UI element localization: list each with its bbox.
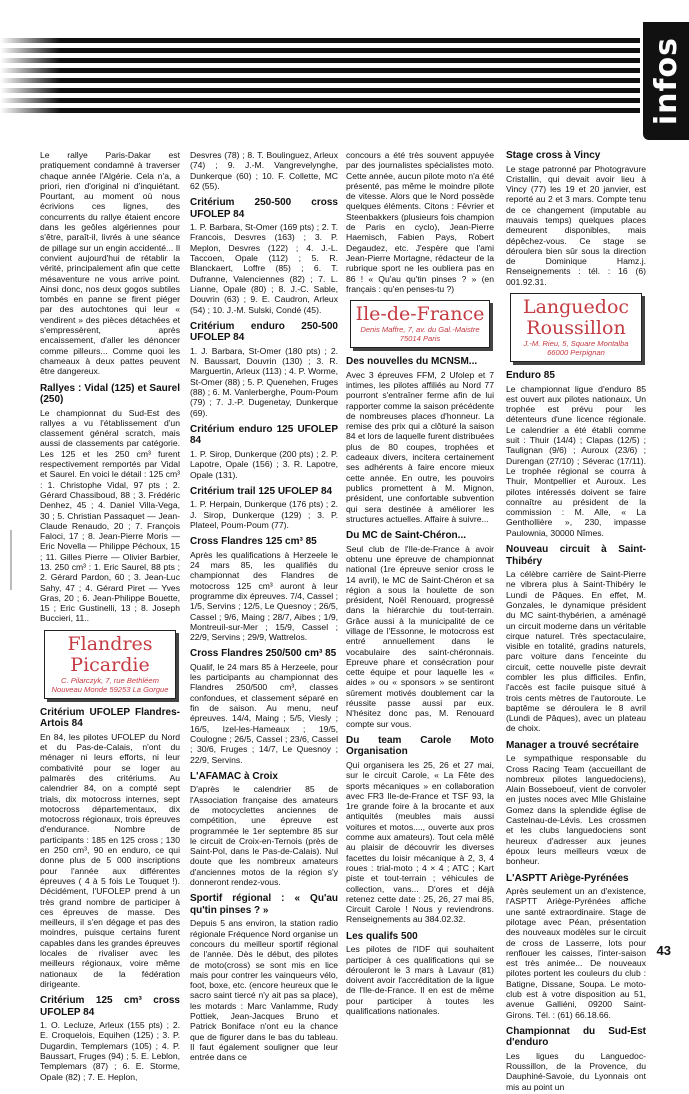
column-1 <box>40 150 180 1084</box>
header-stripes <box>0 38 640 114</box>
heading-e250: Critérium enduro 250-500 UFOLEP 84 <box>190 320 338 344</box>
section-tab-label: infos <box>648 36 684 126</box>
heading-crit125: Critérium 125 cm³ cross UFOLEP 84 <box>40 995 180 1018</box>
heading-c250: Critérium 250-500 cross UFOLEP 84 <box>190 197 338 220</box>
heading-mcnsm: Des nouvelles du MCNSM... <box>346 356 478 368</box>
heading-saint-cheron: Du MC de Saint-Chéron... <box>346 530 466 542</box>
heading-e125: Critérium enduro 125 UFOLEP 84 <box>190 423 338 447</box>
carole-paragraph: Qui organisera les 25, 26 et 27 mai, sur le circuit Carole, « La Fête des sports mécaniques » en collaboration avec FR3 Ile-de-France et TSF 93, la 1re grande foire à la brocante et aux antiquités (meubles mais aussi voitures et motos...., ouverte aux pros comme aux amateurs). Tout cela mêlé au plaisir de découvrir les diverses facettes du loisir mécanique à 2, 3, 4 roues : trial-moto ; 4 × 4 ; ATC ; Kart piste et tout-terrain ; véhicules de collection, vans... D'ores et déjà retenez cette date : 25, 26, 27 mai 85, Circuit Carole ! Nous y reviendrons. Renseignements au 384.02.32. <box>346 759 494 925</box>
heading-trail: Critérium trail 125 UFOLEP 84 <box>190 485 333 497</box>
heading-cf125: Cross Flandres 125 cm³ 85 <box>190 536 317 548</box>
region-box-flandres <box>44 630 176 699</box>
heading-enduro: Enduro 85 <box>506 370 555 382</box>
region-box-address-1: J.-M. Rieu, 5, Square Montalba <box>523 339 629 349</box>
saint-cheron-paragraph: Seul club de l'Ile-de-France à avoir obtenu une épreuve de championnat national (1re épreuve senior cross le 14 avril), le MC de Saint-Chéron et sa région a sous la houlette de son président, Noël Renouard, progressé dans la hiérarchie du tout-terrain. Grâce aussi à la municipalité de ce village de l'Essonne, le motocross est entré annuellement dans le vocabulaire des saint-chéronnais. Epreuve phare et consécration pour cette équipe et pour laquelle les « aides » ou « sponsors » se sentiront sûrement motivés doublement car la réussite passe aussi par eux. N'hésitez donc pas, M. Renouard compte sur vous. <box>346 543 494 729</box>
heading-manager: Manager a trouvé secrétaire <box>506 739 639 751</box>
ufolep-paragraph: En 84, les pilotes UFOLEP du Nord et du Pas-de-Calais, n'ont du ménager ni leurs efforts, ni leur combativité pour se loger au palmarès des critériums. Au calendrier 84, on a compté sept trials, dix motocross internes, sept motocross départementaux, dix motocross régionaux, trois épreuves d'endurance. Nombre de participants : 185 en 125 cross ; 130 en 250 cm³, 90 en enduro, ce qui donne plus de 5 000 inscriptions pour l'année aux différentes épreuves ( 4 à 5 fois Le Touquet !). Décidément, l'UFOLEP prend à un très grand nombre de participer à ces épreuves de masse. Des meilleurs, il s'en dégage et pas des moindres, puisque certains furent capables dans les grandes épreuves locales de rivaliser avec les meilleurs régionaux, voire même nationaux de la fédération dirigeante. <box>40 731 180 989</box>
c250-paragraph: 1. P. Barbara, St-Omer (169 pts) ; 2. T. Francois, Desvres (163) ; 3. P. Meplon, Desvres (122) ; 4. J.-L. Taccoen, Opale (112) ; 5. R. Blanckaert, Loffre (85) ; 6. T. Dufranne, Valenciennes (82) ; 7. L. Lianne, Opale (80) ; 8. J.-C. Sable, Douvrin (63) ; 9. E. Caudron, Arleux (54) ; 10. J.-M. Sulski, Condé (45). <box>190 222 338 315</box>
crit125-continued: Desvres (78) ; 8. T. Boulinguez, Arleux (74) ; 9. J.-M. Vangrevelynghe, Dunkerque (60) ; 10. F. Collette, MC 62 (55). <box>190 150 338 191</box>
cf250-paragraph: Qualif, le 24 mars 85 à Herzeele, pour les participants au championnat des Flandres 250/500 cm³, classes confondues, et classement séparé en fin de saison. Au menu, neuf épreuves. 14/4, Maing ; 5/5, Viesly ; 16/5, Izel-les-Hameaux ; 19/5, Coulogne ; 26/5, Cassel ; 23/6, Cassel ; 30/6, Fruges ; 14/7, Le Quesnoy ; 22/9, Servins. <box>190 661 338 765</box>
region-box-address-2: 66000 Perpignan <box>547 348 605 358</box>
cf125-paragraph: Après les qualifications à Herzeele le 24 mars 85, les qualifiés du championnat des Flandres de motocross 125 cm³ auront à leur programme dix épreuves. 7/4, Cassel ; 1/5, Servins ; 12/5, Le Quesnoy ; 26/5, Cassel ; 9/6, Maing ; 28/7, Aibes ; 1/9, Montreuil-sur-Mer ; 15/9, Cassel ; 22/9, Servins ; 29/9, Wattrelos. <box>190 549 338 643</box>
heading-carole: Du team Carole Moto Organisation <box>346 734 494 758</box>
heading-rallyes: Rallyes : Vidal (125) et Saurel (250) <box>40 382 180 406</box>
intro-paragraph: Le rallye Paris-Dakar est pratiquement condamné à traverser chaque année l'Algérie. Cela n'a, a priori, rien d'original ni d'inquiétant. Pourtant, au moment où nous écrivions ces lignes, des concurrents du rallye étaient encore dans les geôles algériennes pour s'être, paraît-il, livrés à une séance de pillage sur un engin accidenté... Il convient aujourd'hui de rétablir la vérité, principalement afin que cette mésaventure ne vous arrive point. Ainsi donc, nos deux gogos subtiles tombés en panne se firent piéger par des autochtones qui leur « vendirent » des pièces détachées et s'empressèrent, après encaissement, d'aller les dénoncer comme pilleurs... Comme quoi les chameaux à deux pattes peuvent être dangereux. <box>40 150 180 377</box>
margin-mark <box>10 530 12 590</box>
sportif-paragraph: Depuis 5 ans environ, la station radio régionale Fréquence Nord organise un concours du meilleur sportif régional de l'année. Dès le début, des pilotes de moto(cross) se sont mis en lice mais pour contrer les vainqueurs vélo, foot, boxe, etc. (encore heureux que le sacro saint tiercé n'y ait pas sa place), les motards : Marc Vanlamme, Rudy Pottiek, Jean-Jacques Bruno et Patrick Boniface n'ont eu la chance que de figurer dans le bas du tableau. Il faut également souligner que leur entrée dans ce <box>190 918 338 1063</box>
sudest-paragraph: Les ligues du Languedoc-Roussillon, de la Provence, du Dauphiné-Savoie, du Lyonnais ont mis au point un <box>506 1050 646 1092</box>
enduro-paragraph: Le championnat ligue d'enduro 85 est ouvert aux pilotes nationaux. Un trophée est prévu pour les détenteurs d'une licence régionale. Le calendrier a été établi comme suit : Thuir (14/4) ; Clapas (12/5) ; Taulignan (9/6) ; Auroux (23/6) ; Durengan (27/10) ; Séverac (17/11). Le trophée régional se courra à Thuir, Montpellier et Auroux. Les pilotes intéressés doivent se faire connaître au président de la commission : M. Alle, « La Genthollière », 230, impasse Paulownia, 30000 Nîmes. <box>506 383 646 538</box>
heading-thibery: Nouveau circuit à Saint-Thibéry <box>506 544 646 567</box>
column-2 <box>190 150 338 1064</box>
region-box-address-2: Nouveau Monde 59253 La Gorgue <box>51 684 169 694</box>
rallyes-paragraph: Le championnat du Sud-Est des rallyes a vu l'établissement d'un classement général scratch, mais aussi de classements par catégorie. Les 125 et les 250 cm³ furent respectivement remportés par Vidal et Saurel. En voici le détail : 125 cm³ : 1. Christophe Vidal, 97 pts ; 2. Gérard Chassiboud, 88 ; 3. Frédéric Denhez, 45 ; 4. Daniel Villa-Vega, 30 ; 5. Christian Passaquet — Jean-Claude Renaudo, 20 ; 7. François Faloci, 17 ; 8. Jean-Pierre Moris — Eric Novella — Philippe Péchoux, 15 ; 11. Gilles Pierre — Olivier Barbier, 13. 250 cm³ : 1. Eric Saurel, 88 pts ; 2. Gérard Pardon, 60 ; 3. Jean-Luc Sahy, 47 ; 4. Gérard Piret — Yves Gras, 20 ; 6. Jean-Philippe Bouette, 15 ; Eric Gustinelli, 13 ; 8. Joseph Buccieri, 11.. <box>40 407 180 624</box>
column-3 <box>346 150 494 1018</box>
heading-sudest: Championnat du Sud-Est d'enduro <box>506 1025 646 1049</box>
trail-paragraph: 1. P. Herpain, Dunkerque (176 pts) ; 2. J. Sirop, Dunkerque (129) ; 3. P. Plateel, Poum-Poum (77). <box>190 499 338 530</box>
column-4 <box>506 150 646 1094</box>
afamac-paragraph: D'après le calendrier 85 de l'Association française des amateurs de motocyclettes anciennes de compétition, une épreuve est programmée le 1er septembre 85 sur le circuit de Croix-en-Ternois (près de Saint-Pol, dans le Pas-de-Calais). Nul doute que les nombreux amateurs d'anciennes motos de la région s'y donneront rendez-vous. <box>190 784 338 888</box>
region-box-title: Languedoc Roussillon <box>522 296 630 340</box>
region-box-title: Flandres Picardie <box>67 632 153 676</box>
heading-qualifs: Les qualifs 500 <box>346 930 418 942</box>
asptt-paragraph: Après seulement un an d'existence, l'ASPTT Ariège-Pyrénées affiche une santé extraordinaire. Stage de pilotage avec Péan, présentation des nouveaux modèles sur le circuit de cross de Lasserre, lots pour renflouer les caisses, l'inter-saison est très animée... De nouveaux pilotes portent les couleurs du club : Batigne, Dissane, Soupa. Le moto-club est à votre disposition au 51, avenue Galliéni, 09200 Saint-Girons. Tél. : (61) 66.18.66. <box>506 886 646 1020</box>
page-number: 43 <box>656 943 671 958</box>
heading-ufolep: Critérium UFOLEP Flandres-Artois 84 <box>40 706 180 730</box>
mcnsm-paragraph: Avec 3 épreuves FFM, 2 Ufolep et 7 intimes, les pilotes affiliés au Nord 77 pourront s'entraîner ferme afin de lui rapporter comme la saison précédente de nombreuses places d'honneur. La remise des prix qui a clôturé la saison 84 et lors de laquelle furent distribuées plus de 80 coupes, trophées et cadeaux divers, incitera certainement ses adhérents à faire encore mieux cette année. En outre, les pouvoirs publics promettent à M. Mignon, président, une confortable subvention qui sera destinée à améliorer les structures actuelles. Affaire à suivre... <box>346 369 494 524</box>
header-stripes-fade <box>0 38 60 114</box>
region-box-languedoc <box>510 293 642 362</box>
heading-asptt: L'ASPTT Ariège-Pyrénées <box>506 872 629 884</box>
region-box-address-1: C. Pilarczyk, 7, rue Bethléem <box>61 675 159 685</box>
region-box-title: Ile-de-France <box>355 303 485 326</box>
region-box-address-1: Denis Maffre, 7, av. du Gal.-Maistre <box>360 325 480 335</box>
heading-vincy: Stage cross à Vincy <box>506 150 601 161</box>
e125-paragraph: 1. P. Sirop, Dunkerque (200 pts) ; 2. P. Lapotre, Opale (156) ; 3. R. Lapotre, Opale (131). <box>190 448 338 480</box>
qualifs-paragraph: Les pilotes de l'IDF qui souhaitent participer à ces qualifications qui se dérouleront le 3 mars à Lavaur (81) doivent avoir l'accréditation de la ligue de l'Ile-de-France. Il en est de même pour participer à toutes les qualifications nationales. <box>346 944 494 1016</box>
heading-sportif: Sportif régional : « Qu'au qu'tin pinses ? » <box>190 893 338 916</box>
crit125-paragraph: 1. O. Lecluze, Arleux (155 pts) ; 2. E. Croquelois, Equihen (125) ; 3. P. Dugardin, Templemars (105) ; 4. P. Baussart, Fruges (94) ; 5. E. Leblon, Templemars (87) ; 6. E. Storme, Opale (82) ; 7. E. Heplon, <box>40 1020 180 1082</box>
heading-cf250: Cross Flandres 250/500 cm³ 85 <box>190 648 337 660</box>
section-tab <box>643 22 689 140</box>
sportif-continued: concours a été très souvent appuyée par des journalistes spécialistes moto. Cette année, aucun pilote moto n'a été présenté, pas même le moindre pilote de vitesse. Alors que le Nord possède quelques éléments. Citons : Février et Steenbakkers (plusieurs fois champion de Paris en cyclo), Jean-Pierre Haemisch, Fabien Pays, Robert Degaudez, etc. J'espère que l'ami Jean-Pierre Mortagne, rédacteur de la rubrique sport ne les oubliera pas en 86 ! « Qu'au qu'tin pinses ? » (en français : qu'en penses-tu ?) <box>346 150 494 294</box>
region-box-idf <box>350 300 490 348</box>
e250-paragraph: 1. J. Barbara, St-Omer (180 pts) ; 2. N. Baussart, Douvrin (130) ; 3. R. Marguertin, Arleux (113) ; 4. P. Worme, St-Omer (88) ; 5. P. Quenehen, Fruges (88) ; 6. M. Vanlerberghe, Poum-Poum (79) ; 7. J.-P. Dugenetay, Dunkerque (69). <box>190 345 338 418</box>
heading-afamac: L'AFAMAC à Croix <box>190 770 278 782</box>
thibery-paragraph: La célèbre carrière de Saint-Pierre ne vibrera plus à Saint-Thibéry le Lundi de Pâques. En effet, M. Gonzales, le dynamique président du MC saint-thybérien, a aménagé un circuit moderne dans un véritable cirque naturel. Très spectaculaire, visible en totalité, gradins naturels, parc voiture dans l'enceinte du circuit, cette nouvelle piste devrait combler les plus difficiles. Enfin, l'accès est facile puisque situé à trois cents mètres de l'autoroute. Le baptême se déroulera le 8 avril (Lundi de Pâques), avec un plateau de choix. <box>506 569 646 734</box>
vincy-paragraph: Le stage patronné par Photogravure Cristallin, qui devait avoir lieu à Vincy (77) les 19 et 20 janvier, est reporté au 2 et 3 mars. Compte tenu de ce changement (imputable au mauvais temps) quelques places demeurent disponibles, mais dépêchez-vous. Ce stage se déroulera bien sûr sous la direction de Dominique Hamz.j. Renseignements : tél. : 16 (6) 001.92.31. <box>506 163 646 287</box>
manager-paragraph: Le sympathique responsable du Cross Racing Team (accueillant de nombreux pilotes languedociens), Alain Bosseboeuf, vient de convoler en justes noces avec Mlle Ghislaine Gomez dans la splendide église de Castelnau-de-Lévis. Les crossmen et les clubs languedociens sont heureux d'adresser aux jeunes époux leurs meilleurs vœux de bonheur. <box>506 753 646 867</box>
region-box-address-2: 75014 Paris <box>399 334 441 344</box>
